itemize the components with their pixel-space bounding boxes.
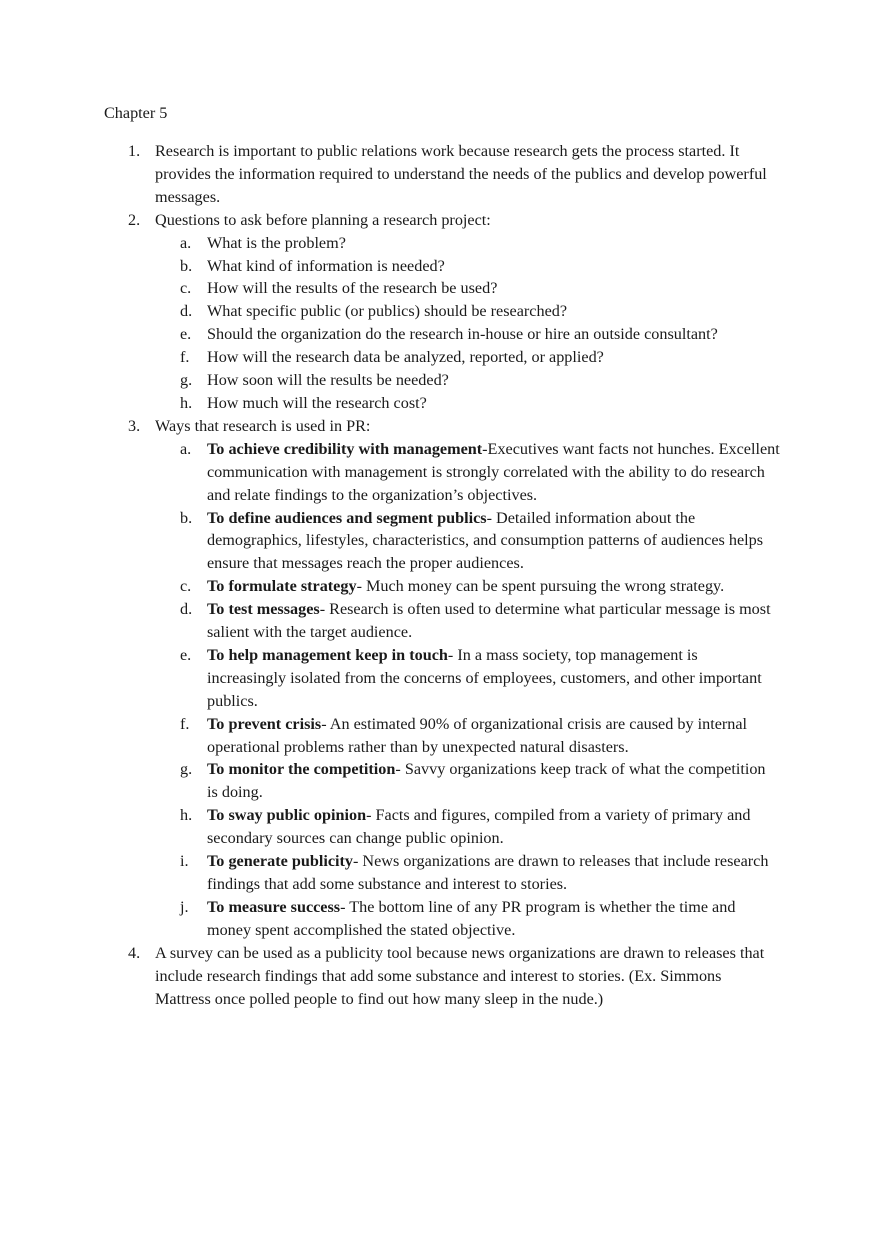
sub-list-item	[155, 277, 780, 300]
sub-item-text: How soon will the results be needed?	[207, 371, 449, 390]
sub-list-item	[155, 232, 780, 255]
item-text: Research is important to public relations work because research gets the process started. It provides the information required to understand the needs of the publics and develop powerful messages.	[155, 142, 767, 206]
list-item	[0, 415, 880, 942]
sub-item-text: How much will the research cost?	[207, 393, 427, 412]
item-number: 2.	[128, 210, 141, 229]
sub-list-item	[155, 850, 780, 896]
sub-item-letter: a.	[180, 439, 192, 458]
sub-item-text: What kind of information is needed?	[207, 256, 445, 275]
sub-item-letter: f.	[180, 348, 190, 367]
sub-item-letter: g.	[180, 760, 193, 779]
list-item	[0, 140, 880, 209]
main-list	[0, 140, 880, 1010]
sub-list-item	[155, 896, 780, 942]
sub-item-letter: i.	[180, 852, 189, 871]
sub-list-item	[155, 598, 780, 644]
item-number: 3.	[128, 416, 141, 435]
sub-item-letter: h.	[180, 393, 193, 412]
sub-list	[155, 232, 780, 415]
sub-item-bold-lead: To prevent crisis	[207, 714, 322, 733]
sub-list-item	[155, 575, 780, 598]
item-text: Ways that research is used in PR:	[155, 416, 371, 435]
sub-list-item	[155, 323, 780, 346]
sub-item-text: - Savvy organizations keep track of what the competition is doing.	[207, 760, 766, 802]
sub-item-text: -Executives want facts not hunches. Excellent communication with management is strongly correlated with the ability to do research and relate findings to the organization’s objectives.	[207, 439, 780, 504]
sub-item-letter: b.	[180, 256, 193, 275]
sub-item-bold-lead: To sway public opinion	[207, 806, 367, 825]
sub-item-bold-lead: To monitor the competition	[207, 760, 396, 779]
sub-item-text: How will the research data be analyzed, reported, or applied?	[207, 348, 604, 367]
sub-item-text: - An estimated 90% of organizational crisis are caused by internal operational problems rather than by unexpected natural disasters.	[207, 714, 748, 756]
sub-item-letter: c.	[180, 279, 192, 298]
sub-item-text: What is the problem?	[207, 233, 346, 252]
sub-item-text: - The bottom line of any PR program is whether the time and money spent accomplished the stated objective.	[207, 897, 736, 939]
sub-item-text: - Research is often used to determine what particular message is most salient with the target audience.	[207, 600, 771, 642]
sub-item-letter: a.	[180, 233, 192, 252]
sub-item-text: - Detailed information about the demographics, lifestyles, characteristics, and consumption patterns of audiences helps ensure that messages reach the proper audiences.	[207, 508, 764, 573]
sub-item-bold-lead: To define audiences and segment publics	[207, 508, 487, 527]
sub-item-text: How will the results of the research be used?	[207, 279, 498, 298]
chapter-heading: Chapter 5	[104, 104, 168, 122]
item-number: 1.	[128, 142, 141, 160]
sub-item-letter: j.	[180, 897, 189, 916]
list-item	[0, 942, 880, 1011]
sub-list-item	[155, 804, 780, 850]
sub-item-letter: c.	[180, 577, 192, 596]
sub-item-text: - In a mass society, top management is increasingly isolated from the concerns of employees, customers, and other important publics.	[207, 645, 762, 710]
sub-item-letter: d.	[180, 600, 193, 619]
sub-item-letter: e.	[180, 645, 192, 664]
sub-item-bold-lead: To help management keep in touch	[207, 645, 448, 664]
sub-item-text: - News organizations are drawn to releases that include research findings that add some substance and interest to stories.	[207, 852, 769, 893]
sub-item-text: - Much money can be spent pursuing the wrong strategy.	[356, 577, 725, 596]
sub-item-bold-lead: To achieve credibility with management	[207, 439, 483, 458]
sub-list-item	[155, 713, 780, 759]
sub-list-item	[155, 644, 780, 713]
sub-item-bold-lead: To formulate strategy	[207, 577, 357, 596]
sub-item-letter: h.	[180, 806, 193, 825]
sub-item-letter: e.	[180, 325, 192, 344]
sub-item-text: Should the organization do the research in-house or hire an outside consultant?	[207, 325, 718, 344]
sub-list-item	[155, 255, 780, 278]
sub-item-text: - Facts and figures, compiled from a variety of primary and secondary sources can change public opinion.	[207, 806, 751, 848]
sub-item-letter: g.	[180, 371, 193, 390]
sub-item-text: What specific public (or publics) should be researched?	[207, 302, 568, 321]
item-number: 4.	[128, 943, 141, 962]
sub-list-item	[155, 300, 780, 323]
sub-list	[155, 438, 780, 942]
item-text: Questions to ask before planning a research project:	[155, 210, 491, 229]
sub-item-letter: f.	[180, 714, 190, 733]
sub-item-bold-lead: To generate publicity	[207, 852, 353, 871]
sub-list-item	[155, 346, 780, 369]
sub-list-item	[155, 369, 780, 392]
sub-item-bold-lead: To measure success	[207, 897, 341, 916]
sub-item-letter: b.	[180, 508, 193, 527]
item-text: A survey can be used as a publicity tool because news organizations are drawn to releases that include research findings that add some substance and interest to stories. (Ex. Simmons Mattress once polled people to find out how many sleep in the nude.)	[155, 943, 765, 1008]
sub-list-item	[155, 438, 780, 507]
sub-list-item	[155, 392, 780, 415]
sub-list-item	[155, 758, 780, 804]
list-item	[0, 209, 880, 415]
sub-item-letter: d.	[180, 302, 193, 321]
sub-item-bold-lead: To test messages	[207, 600, 320, 619]
sub-list-item	[155, 507, 780, 576]
